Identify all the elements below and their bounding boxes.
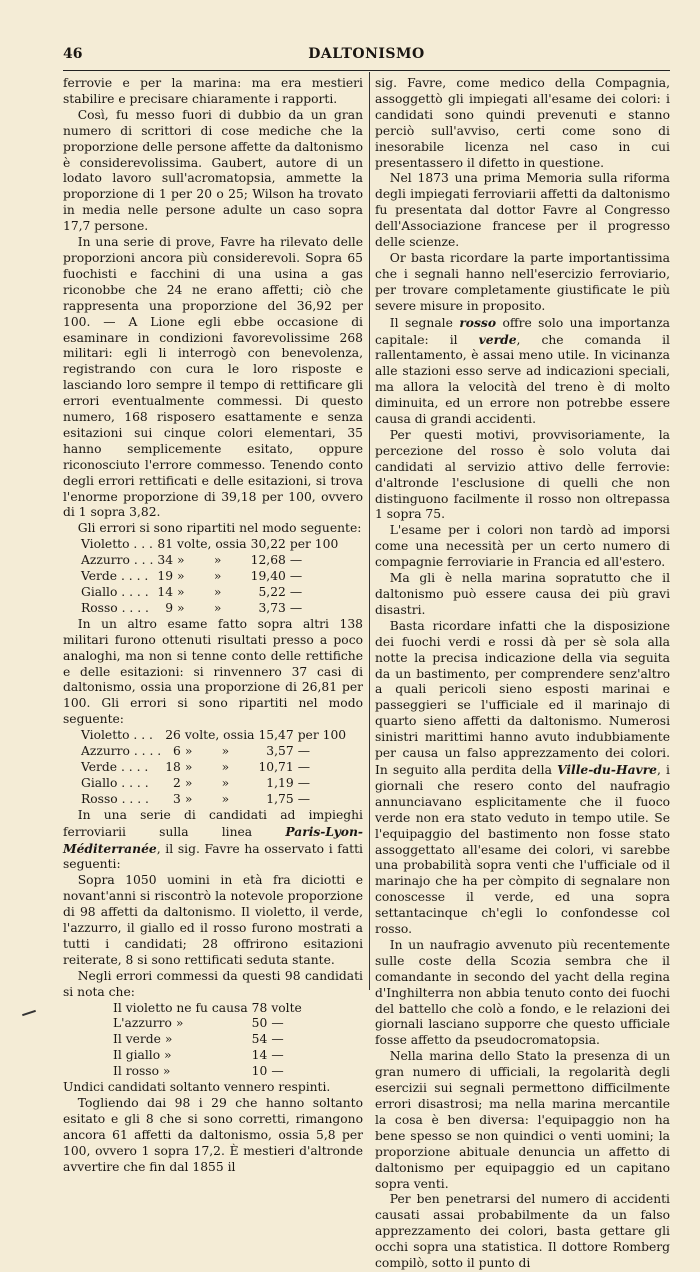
running-title: DALTONISMO — [308, 46, 425, 62]
table-row: L'azzurro » 50 — — [113, 1016, 284, 1031]
paragraph: Per ben penetrarsi del numero di accidenti causati assai probabilmente da un falso apprezzamento dei colori, basta gettare gli occhi sopra una statistica. Il dottore Romberg compilò, sotto il punto di — [375, 1192, 670, 1271]
table-row: Verde . . . . 18 » » 10,71 — — [81, 759, 310, 774]
margin-mark — [22, 1010, 36, 1016]
error-table-1 — [81, 537, 342, 617]
paragraph: Per questi motivi, provvisoriamente, la percezione del rosso è solo voluta dai candidati al servizio attivo delle ferrovie: d'altronde l'esclusione di quelli che non distinguono facilmente il rosso non oltrepassa 1 sopra 75. — [375, 427, 670, 522]
error-table-2 — [81, 728, 350, 808]
page-header — [63, 46, 670, 66]
paragraph: Nel 1873 una prima Memoria sulla riforma degli impiegati ferroviarii affetti da daltonismo fu presentata dal dottor Favre al Congresso dell'Associazione francese per il progresso delle scienze. — [375, 171, 670, 250]
table-row: Il rosso » 10 — — [113, 1064, 284, 1079]
table-row: Verde . . . . 19 » » 19,40 — — [81, 569, 303, 584]
left-column — [63, 76, 363, 1176]
table-row: Il verde » 54 — — [113, 1032, 284, 1047]
table-row: Azzurro . . . . 6 » » 3,57 — — [81, 744, 310, 759]
paragraph: Or basta ricordare la parte importantissima che i segnali hanno nell'esercizio ferroviario, per trovare completamente giustificate le più severe misure in proposito. — [375, 250, 670, 313]
paragraph: Ma gli è nella marina sopratutto che il daltonismo può essere causa dei più gravi disastri. — [375, 571, 670, 617]
column-divider — [369, 72, 370, 990]
paragraph: In un naufragio avvenuto più recentemente sulle coste della Scozia sembra che il comandante in secondo del yacht della regina d'Inghilterra non abbia tenuto conto dei fuochi del battello che colò a fondo, e le relazioni dei giornali lasciano supporre che questo ufficiale fosse affetto da pseudocromatopsia. — [375, 937, 670, 1048]
paragraph: Basta ricordare infatti che la disposizione dei fuochi verdi e rossi dà per sè sola alla notte la precisa indicazione della via seguita da un bastimento, per comprendere senz'altro a quali pericoli sieno esposti marinai e passeggieri se l'ufficiale ed il marinajo di quarto sieno affetti da daltonismo. Numerosi sinistri marittimi hanno avuto indubbiamente per causa un falso apprezzamento dei colori. In seguito alla perdita della Ville-du-Havre, i giornali che resero conto del naufragio annunciavano esplicitamente che il fuoco verde non era stato veduto in tempo utile. Se l'equipaggio del bastimento non fosse stato assoggettato all'esame dei colori, vi sarebbe una probabilità sopra venti che l'ufficiale od il marinajo che ha per còmpito di segnalare non conoscesse il verde, ed una sopra settantacinque ch'egli lo confondesse col rosso. — [375, 618, 670, 937]
paragraph: In una serie di prove, Favre ha rilevato delle proporzioni ancora più considerevoli. Sopra 65 fuochisti e facchini di una usina a gas riconobbe che 24 ne erano affetti; ciò che rappresenta una proporzione del 36,92 per 100. — A Lione egli ebbe occasione di esaminare in condizioni favorevolissime 268 militari: egli li interrogò con benevolenza, registrando con cura le loro risposte e lasciando loro sempre il tempo di rettificare gli errori eventualmente commessi. Di questo numero, 168 risposero esattamente e senza esitazioni sui cinque colori elementari, 35 hanno semplicemente esitato, oppure riconosciuto l'errore commesso. Tenendo conto degli errori rettificati e delle esitazioni, si trova l'enorme proporzione di 39,18 per 100, ovvero di 1 sopra 3,82. — [63, 235, 363, 520]
table-row: Giallo . . . . 2 » » 1,19 — — [81, 775, 310, 790]
paragraph: In un altro esame fatto sopra altri 138 militari furono ottenuti risultati presso a poco analoghi, ma non si tenne conto delle rettifiche e delle esitazioni: si rinvennero 37 casi di daltonismo, ossia una proporzione di 26,81 per 100. Gli errori si sono ripartiti nel modo seguente: — [63, 616, 363, 727]
paragraph: Undici candidati soltanto vennero respinti. — [63, 1080, 331, 1095]
table-row: Violetto . . . 81 volte, ossia 30,22 per 100 — [81, 537, 339, 552]
paragraph: sig. Favre, come medico della Compagnia, assoggettò gli impiegati all'esame dei colori: i candidati sono quindi prevenuti e stanno perciò sull'avviso, certi come sono di inesorabile licenza nel caso in cui presentassero il difetto in questione. — [375, 76, 670, 170]
paragraph: In una serie di candidati ad impieghi ferroviarii sulla linea Paris-Lyon-Méditerranée, il sig. Favre ha osservato i fatti seguenti: — [63, 807, 363, 872]
paragraph: Così, fu messo fuori di dubbio da un gran numero di scrittori di cose mediche che la proporzione delle persone affette da daltonismo è considerevolissima. Gaubert, autore di un lodato lavoro sull'acromatopsia, ammette la proporzione di 1 per 20 o 25; Wilson ha trovato in media nelle persone adulte un caso sopra 17,7 persone. — [63, 107, 363, 234]
table-row: Rosso . . . . 3 » » 1,75 — — [81, 791, 310, 806]
table-intro: Gli errori si sono ripartiti nel modo seguente: — [77, 521, 362, 536]
paragraph: Togliendo dai 98 i 29 che hanno soltanto esitato e gli 8 che si sono corretti, rimangono ancora 61 affetti da daltonismo, ossia 5,8 per 100, ovvero 1 sopra 17,2. È mestieri d'altronde avvertire che fin dal 1855 il — [63, 1096, 363, 1174]
table-row: Giallo . . . . 14 » » 5,22 — — [81, 585, 303, 599]
table-row: Azzurro . . . 34 » » 12,68 — — [81, 553, 303, 568]
header-rule — [63, 70, 670, 71]
table-row: Il giallo » 14 — — [113, 1048, 284, 1063]
table-row: Violetto . . . 26 volte, ossia 15,47 per 100 — [81, 728, 347, 743]
table-row: Il violetto ne fu causa 78 volte — [113, 1000, 302, 1015]
paragraph: ferrovie e per la marina: ma era mestieri stabilire e precisare chiaramente i rapporti. — [63, 76, 363, 106]
paragraph: L'esame per i colori non tardò ad imporsi come una necessità per un certo numero di compagnie ferroviarie in Francia ed all'estero. — [375, 523, 670, 570]
paragraph: Nella marina dello Stato la presenza di un gran numero di ufficiali, la regolarità degli esercizii sui segnali permettono difficilmente errori disastrosi; ma nella marina mercantile la cosa è ben diversa: l'equipaggio non ha bene spesso se non quindici o venti uomini; la proporzione abituale denuncia un affetto di daltonismo per equipaggio ed un capitano sopra venti. — [375, 1049, 670, 1191]
error-table-3 — [113, 1001, 306, 1081]
paragraph: Il segnale rosso offre solo una importanza capitale: il verde, che comanda il rallentamento, è assai meno utile. In vicinanza alle stazioni esso serve ad indicazioni speciali, ma allora la velocità del treno è di molto diminuita, ed un errore non potrebbe essere causa di grandi accidenti. — [375, 314, 670, 427]
paragraph: Negli errori commessi da questi 98 candidati si nota che: — [63, 968, 363, 999]
right-column — [375, 76, 670, 1272]
page-number: 46 — [63, 46, 83, 62]
table-row: Rosso . . . . 9 » » 3,73 — — [81, 600, 303, 615]
paragraph: Sopra 1050 uomini in età fra diciotti e novant'anni si riscontrò la notevole proporzione di 98 affetti da daltonismo. Il violetto, il verde, l'azzurro, il giallo ed il rosso furono mostrati a tutti i candidati; 28 offrirono esitazioni reiterate, 8 si sono rettificati seduta stante. — [63, 873, 363, 967]
